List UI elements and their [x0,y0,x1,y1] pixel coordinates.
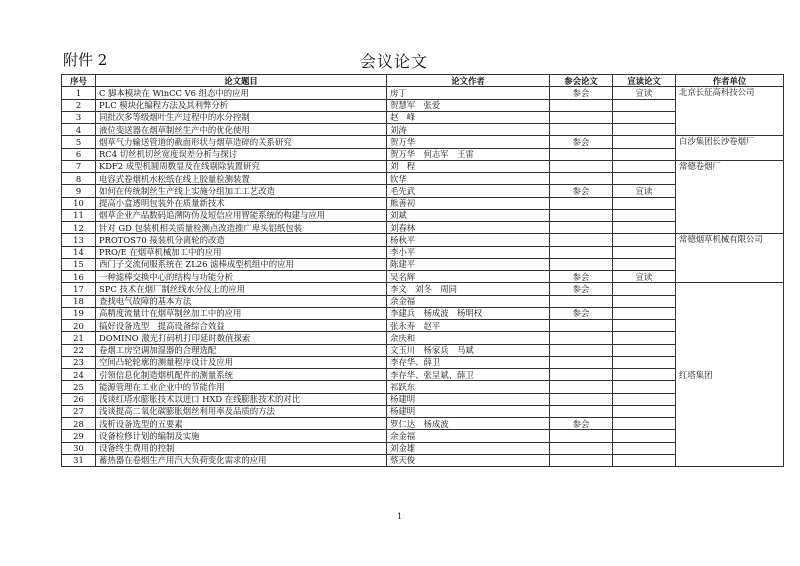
header-title: 论文题目 [96,75,387,87]
paper-title: C 脚本模块在 WinCC V6 组态中的应用 [96,87,387,99]
read-mark [613,320,676,332]
paper-title: SPC 技术在烟厂制丝线水分仪上的应用 [96,283,387,295]
author-unit: 北京长征高科技公司 [676,87,784,136]
read-mark [613,160,676,172]
attend-mark [550,222,613,234]
row-index: 17 [62,283,96,295]
papers-table [61,74,784,467]
row-index: 15 [62,258,96,270]
header-read: 宣读论文 [613,75,676,87]
read-mark [613,197,676,209]
paper-author: 李存华、张呈斌、薛卫 [387,369,550,381]
paper-title: 烟草气力输送管道的截面形状与烟草造碎的关系研究 [96,136,387,148]
table-row [62,307,784,319]
paper-title: 液位变送器在烟草制丝生产中的优化使用 [96,124,387,136]
paper-author: 余庆和 [387,332,550,344]
paper-author: 李存华、薛卫 [387,356,550,368]
paper-author: 毛先武 [387,185,550,197]
attend-mark: 参会 [550,136,613,148]
paper-title: 浅谈提高二氧化碳膨胀烟丝利用率及品质的方法 [96,405,387,417]
table-row [62,295,784,307]
paper-title: 浅析设备选型的五要素 [96,418,387,430]
read-mark: 宣读 [613,87,676,99]
table-row [62,148,784,160]
author-unit: 红塔集团 [676,283,784,467]
header-unit: 作者单位 [676,75,784,87]
row-index: 9 [62,185,96,197]
attend-mark [550,320,613,332]
paper-author: 蔡天俊 [387,454,550,466]
row-index: 8 [62,173,96,185]
table-row [62,393,784,405]
row-index: 6 [62,148,96,160]
paper-title: 高精度流量计在烟草制丝加工中的应用 [96,307,387,319]
attend-mark [550,160,613,172]
paper-author: 吴名辉 [387,271,550,283]
table-row [62,442,784,454]
row-index: 14 [62,246,96,258]
row-index: 30 [62,442,96,454]
table-row [62,430,784,442]
read-mark [613,295,676,307]
table-row [62,369,784,381]
row-index: 7 [62,160,96,172]
attend-mark [550,111,613,123]
paper-title: 浅谈红塔水膨胀技术以进口 HXD 在线膨胀技术的对比 [96,393,387,405]
paper-author: 杨建明 [387,393,550,405]
paper-author: 刘 程 [387,160,550,172]
table-row [62,209,784,221]
author-unit: 常德烟草机械有限公司 [676,234,784,283]
read-mark [613,173,676,185]
table-row [62,87,784,99]
paper-title: 查找电气故障的基本方法 [96,295,387,307]
attend-mark: 参会 [550,185,613,197]
read-mark [613,209,676,221]
table-row [62,246,784,258]
row-index: 26 [62,393,96,405]
paper-author: 刘春林 [387,222,550,234]
paper-title: PLC 模块化编程方法及其利弊分析 [96,99,387,111]
table-row [62,320,784,332]
attend-mark [550,405,613,417]
paper-title: 卷烟工房空调加湿器的合理选配 [96,344,387,356]
row-index: 11 [62,209,96,221]
attend-mark [550,442,613,454]
read-mark [613,356,676,368]
attend-mark [550,430,613,442]
attend-mark: 参会 [550,418,613,430]
author-unit: 白沙集团长沙卷烟厂 [676,136,784,161]
row-index: 25 [62,381,96,393]
attend-mark [550,148,613,160]
attend-mark [550,332,613,344]
read-mark [613,136,676,148]
row-index: 24 [62,369,96,381]
table-row [62,418,784,430]
paper-author: 陈建平 [387,258,550,270]
paper-title: 蓄热器在卷烟生产用汽大负荷变化需求的应用 [96,454,387,466]
attend-mark [550,173,613,185]
table-row [62,258,784,270]
table-row [62,356,784,368]
header-attend: 参会论文 [550,75,613,87]
paper-author: 熊善初 [387,197,550,209]
paper-title: 如何在传统制丝生产线上实施分组加工工艺改造 [96,185,387,197]
paper-author: 贺万华 何志军 王雷 [387,148,550,160]
read-mark [613,418,676,430]
row-index: 13 [62,234,96,246]
read-mark [613,124,676,136]
read-mark [613,148,676,160]
table-row [62,454,784,466]
attend-mark [550,454,613,466]
table-row [62,160,784,172]
paper-title: RC4 切丝机切丝宽度误差分析与探讨 [96,148,387,160]
row-index: 10 [62,197,96,209]
row-index: 21 [62,332,96,344]
read-mark [613,99,676,111]
paper-title: 搞好设备选型 提高设备综合效益 [96,320,387,332]
read-mark [613,246,676,258]
paper-title: DOMINO 激光打码机打印延时数值探索 [96,332,387,344]
paper-title: KDF2 成型机圆周数显及在线剔除装置研究 [96,160,387,172]
table-row [62,185,784,197]
attend-mark: 参会 [550,307,613,319]
attend-mark [550,381,613,393]
paper-author: 李小平 [387,246,550,258]
page-title: 会议论文 [360,52,429,71]
read-mark [613,344,676,356]
read-mark [613,307,676,319]
paper-title: PRO/E 在烟草机械加工中的应用 [96,246,387,258]
paper-title: 设备终生费用的控制 [96,442,387,454]
paper-author: 文玉川 杨家兵 马斌 [387,344,550,356]
table-row [62,332,784,344]
row-index: 22 [62,344,96,356]
paper-author: 房丁 [387,87,550,99]
paper-title: 电容式卷烟机水松纸在线上胶量检测装置 [96,173,387,185]
paper-title: 一种滤棒交换中心的结构与功能分析 [96,271,387,283]
attend-mark: 参会 [550,283,613,295]
read-mark [613,283,676,295]
read-mark [613,454,676,466]
table-row [62,344,784,356]
table-row [62,99,784,111]
attend-mark: 参会 [550,87,613,99]
read-mark [613,430,676,442]
paper-author: 刘斌 [387,209,550,221]
paper-author: 杨秋平 [387,234,550,246]
attend-mark [550,393,613,405]
row-index: 23 [62,356,96,368]
paper-title: 烟草企业产品数码追溯防伪及短信应用智能系统的构建与应用 [96,209,387,221]
table-header-row [62,75,784,87]
attend-mark [550,197,613,209]
table-row [62,111,784,123]
row-index: 5 [62,136,96,148]
attend-mark [550,124,613,136]
paper-author: 钦华 [387,173,550,185]
paper-author: 余金福 [387,295,550,307]
header-index: 序号 [62,75,96,87]
paper-author: 李建兵 杨成波 杨明权 [387,307,550,319]
paper-title: 同批次多等级烟叶生产过程中的水分控制 [96,111,387,123]
paper-author: 刘金雄 [387,442,550,454]
read-mark [613,405,676,417]
author-unit: 常德卷烟厂 [676,160,784,234]
paper-author: 罗仁达 杨成波 [387,418,550,430]
paper-author: 刘涛 [387,124,550,136]
header-author: 论文作者 [387,75,550,87]
attend-mark [550,344,613,356]
read-mark: 宣读 [613,185,676,197]
table-row [62,197,784,209]
paper-title: 针对 GD 包装机相关质量检测点改造推广卑头铝纸包装 [96,222,387,234]
table-row [62,124,784,136]
row-index: 2 [62,99,96,111]
row-index: 29 [62,430,96,442]
table-row [62,222,784,234]
row-index: 27 [62,405,96,417]
table-row [62,234,784,246]
read-mark [613,111,676,123]
table-row [62,271,784,283]
table-row [62,381,784,393]
paper-author: 贺万华 [387,136,550,148]
attachment-label: 附件 2 [63,51,108,69]
paper-author: 赵 峰 [387,111,550,123]
read-mark [613,369,676,381]
row-index: 18 [62,295,96,307]
paper-title: PROTOS70 接装机分离轮的改造 [96,234,387,246]
table-row [62,173,784,185]
row-index: 12 [62,222,96,234]
paper-author: 余金福 [387,430,550,442]
paper-title: 引领信息化制造烟机配件的测量系统 [96,369,387,381]
table-row [62,283,784,295]
row-index: 20 [62,320,96,332]
read-mark [613,258,676,270]
attend-mark [550,246,613,258]
read-mark [613,442,676,454]
row-index: 19 [62,307,96,319]
read-mark [613,381,676,393]
paper-title: 西门子交流伺服系统在 ZL26 滤棒成型机组中的应用 [96,258,387,270]
paper-author: 祁跃东 [387,381,550,393]
row-index: 3 [62,111,96,123]
read-mark [613,234,676,246]
row-index: 4 [62,124,96,136]
row-index: 28 [62,418,96,430]
table-row [62,405,784,417]
attend-mark [550,356,613,368]
table-body [62,87,784,467]
attend-mark [550,369,613,381]
read-mark [613,332,676,344]
paper-title: 提高小盒透明包装外在质量新技术 [96,197,387,209]
paper-author: 杨建明 [387,405,550,417]
attend-mark [550,99,613,111]
read-mark [613,393,676,405]
paper-author: 贺慧军 张爱 [387,99,550,111]
read-mark: 宣读 [613,271,676,283]
attend-mark [550,258,613,270]
paper-title: 设备检修计划的编制及实施 [96,430,387,442]
read-mark [613,222,676,234]
attend-mark [550,234,613,246]
page-number: 1 [397,512,403,521]
paper-title: 空间凸轮轮廓的测量程序设计及应用 [96,356,387,368]
row-index: 16 [62,271,96,283]
paper-author: 李文 刘冬 周同 [387,283,550,295]
row-index: 31 [62,454,96,466]
attend-mark: 参会 [550,271,613,283]
attend-mark [550,209,613,221]
row-index: 1 [62,87,96,99]
attend-mark [550,295,613,307]
paper-author: 张永寿 赵平 [387,320,550,332]
paper-title: 能源管理在工业企业中的节能作用 [96,381,387,393]
table-row [62,136,784,148]
